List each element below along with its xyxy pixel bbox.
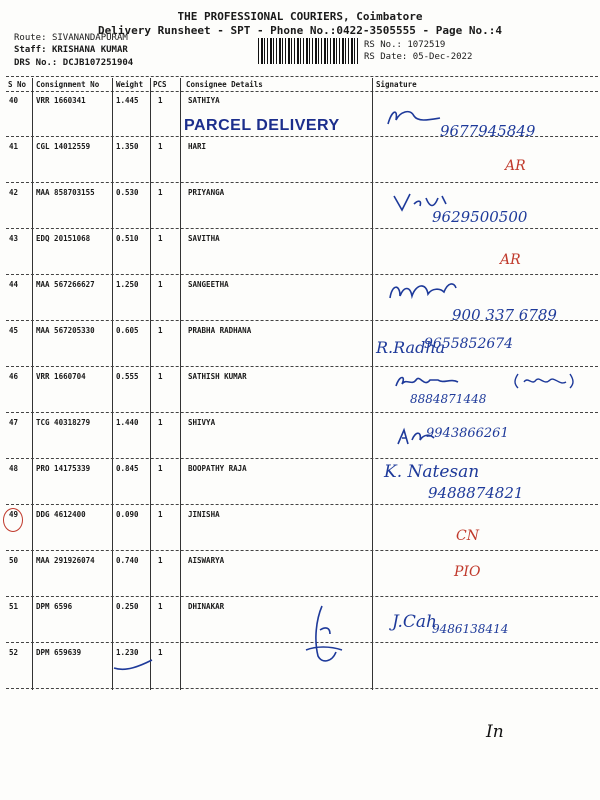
rs-no-label: RS No.: <box>364 40 402 50</box>
row-sno: 45 <box>9 326 19 335</box>
signature-40-icon <box>384 106 444 130</box>
row-consignee: SATHISH KUMAR <box>188 372 247 381</box>
row-separator <box>6 366 598 367</box>
row-pcs: 1 <box>158 510 163 519</box>
row-pcs: 1 <box>158 418 163 427</box>
row-weight: 1.445 <box>116 96 139 105</box>
row-consignee: PRABHA RADHANA <box>188 326 252 335</box>
row-sno: 41 <box>9 142 19 151</box>
drs-value: DCJB107251904 <box>62 58 134 68</box>
row-separator <box>6 182 598 183</box>
row-pcs: 1 <box>158 234 163 243</box>
row-consignment-no: VRR 1660704 <box>36 372 86 381</box>
row-separator <box>6 504 598 505</box>
staff-label: Staff: <box>14 45 47 55</box>
row-weight: 0.555 <box>116 372 139 381</box>
staff-line <box>14 45 128 55</box>
row-pcs: 1 <box>158 142 163 151</box>
rs-date-label: RS Date: <box>364 52 408 62</box>
row-pcs: 1 <box>158 464 163 473</box>
row-consignee: HARI <box>188 142 207 151</box>
row-consignee: PRIYANGA <box>188 188 225 197</box>
company-title: THE PROFESSIONAL COURIERS, Coimbatore <box>177 10 423 23</box>
row-consignee: SHIVYA <box>188 418 216 427</box>
handwritten-signature-51: J.Cah <box>392 612 437 632</box>
row-sno: 43 <box>9 234 19 243</box>
row-sno: 48 <box>9 464 19 473</box>
row-consignment-no: PRO 14175339 <box>36 464 91 473</box>
row-consignment-no: DPM 659639 <box>36 648 82 657</box>
row-weight: 1.440 <box>116 418 139 427</box>
row-consignee: JINISHA <box>188 510 220 519</box>
col-header-signature: Signature <box>376 80 417 89</box>
handwritten-signature-48: K. Natesan <box>384 462 480 482</box>
row-consignment-no: DPM 6596 <box>36 602 73 611</box>
staff-initial-signature-icon <box>296 600 348 670</box>
row-sno: 52 <box>9 648 19 657</box>
col-header-sno: S No <box>8 80 27 89</box>
row-consignment-no: MAA 858703155 <box>36 188 95 197</box>
col-divider <box>150 78 151 690</box>
handwritten-note-49: CN <box>456 528 479 544</box>
col-divider <box>372 78 373 690</box>
row-pcs: 1 <box>158 96 163 105</box>
row-pcs: 1 <box>158 188 163 197</box>
row-consignment-no: TCG 40318279 <box>36 418 91 427</box>
handwritten-phone-42: 9629500500 <box>432 208 528 226</box>
row-separator <box>6 550 598 551</box>
row-sno: 49 <box>9 510 19 519</box>
row-pcs: 1 <box>158 280 163 289</box>
handwritten-note-43: AR <box>500 252 521 268</box>
row-pcs: 1 <box>158 602 163 611</box>
row-sno: 44 <box>9 280 19 289</box>
row-weight: 0.605 <box>116 326 139 335</box>
row-sno: 50 <box>9 556 19 565</box>
row-consignment-no: VRR 1660341 <box>36 96 86 105</box>
row-consignment-no: CGL 14012559 <box>36 142 91 151</box>
handwritten-note-41: AR <box>505 158 526 174</box>
row-49-circle-mark <box>3 508 23 532</box>
row-consignment-no: DDG 4612400 <box>36 510 86 519</box>
col-header-consignee: Consignee Details <box>186 80 263 89</box>
row-consignee: DHINAKAR <box>188 602 225 611</box>
handwritten-note-50: PIO <box>454 564 481 580</box>
parcel-delivery-stamp: PARCEL DELIVERY <box>184 117 340 134</box>
rs-no-line <box>364 40 445 50</box>
header-rule <box>6 91 598 92</box>
handwritten-signature-45: R.Radha <box>376 338 446 357</box>
row-pcs: 1 <box>158 326 163 335</box>
handwritten-phone-40: 9677945849 <box>440 122 536 140</box>
table-top-rule <box>6 76 598 77</box>
row-weight: 0.250 <box>116 602 139 611</box>
drs-label: DRS No.: <box>14 58 58 68</box>
row-consignment-no: MAA 291926074 <box>36 556 95 565</box>
row-separator <box>6 596 598 597</box>
row-sno: 40 <box>9 96 19 105</box>
row-sno: 47 <box>9 418 19 427</box>
row-consignment-no: MAA 567266627 <box>36 280 95 289</box>
handwritten-phone-48: 9488874821 <box>428 484 524 502</box>
row-consignment-no: MAA 567205330 <box>36 326 95 335</box>
runsheet-subtitle: Delivery Runsheet - SPT - Phone No.:0422-3505555 - Page No.:4 <box>98 24 502 37</box>
rs-no-value: 1072519 <box>407 40 446 50</box>
row-weight: 0.530 <box>116 188 139 197</box>
row-consignee: SAVITHA <box>188 234 220 243</box>
row-weight: 1.250 <box>116 280 139 289</box>
row-consignee: SATHIYA <box>188 96 220 105</box>
row-weight: 0.090 <box>116 510 139 519</box>
drs-line <box>14 58 133 68</box>
row-sno: 42 <box>9 188 19 197</box>
signature-46-icon <box>392 370 464 394</box>
row-consignee: SANGEETHA <box>188 280 229 289</box>
row-pcs: 1 <box>158 556 163 565</box>
row-pcs: 1 <box>158 648 163 657</box>
row-consignment-no: EDQ 20151068 <box>36 234 91 243</box>
handwritten-phone-46: 8884871448 <box>410 392 487 406</box>
rs-date-value: 05-Dec-2022 <box>412 52 473 62</box>
col-header-pcs: PCS <box>153 80 167 89</box>
handwritten-phone-45: 9655852674 <box>424 336 514 352</box>
handwritten-phone-44: 900 337 6789 <box>452 306 557 324</box>
row-separator <box>6 228 598 229</box>
row-sno: 51 <box>9 602 19 611</box>
row-separator <box>6 412 598 413</box>
route-line <box>14 33 128 43</box>
row-weight: 0.740 <box>116 556 139 565</box>
col-header-consignment: Consignment No <box>36 80 100 89</box>
row-separator <box>6 274 598 275</box>
col-divider <box>112 78 113 690</box>
row-weight: 1.350 <box>116 142 139 151</box>
row-separator <box>6 688 598 689</box>
barcode-icon <box>258 38 358 64</box>
col-divider <box>180 78 181 690</box>
footer-handwritten-mark: In <box>486 722 504 742</box>
row-consignee: BOOPATHY RAJA <box>188 464 247 473</box>
col-divider <box>32 78 33 690</box>
row-sno: 46 <box>9 372 19 381</box>
weight-52-underline-mark <box>112 656 154 674</box>
row-consignee: AISWARYA <box>188 556 225 565</box>
tamil-annotation-icon <box>514 372 574 390</box>
col-header-weight: Weight <box>116 80 144 89</box>
signature-44-icon <box>386 278 458 306</box>
row-weight: 0.510 <box>116 234 139 243</box>
row-separator <box>6 458 598 459</box>
staff-value: KRISHANA KUMAR <box>51 45 128 55</box>
row-weight: 0.845 <box>116 464 139 473</box>
rs-date-line <box>364 52 472 62</box>
handwritten-phone-47: 9943866261 <box>426 426 509 441</box>
route-value: SIVANANDAPURAM <box>51 33 128 43</box>
row-pcs: 1 <box>158 372 163 381</box>
handwritten-phone-51: 9486138414 <box>432 622 509 636</box>
route-label: Route: <box>14 33 47 43</box>
row-weight: 1.230 <box>116 648 139 657</box>
